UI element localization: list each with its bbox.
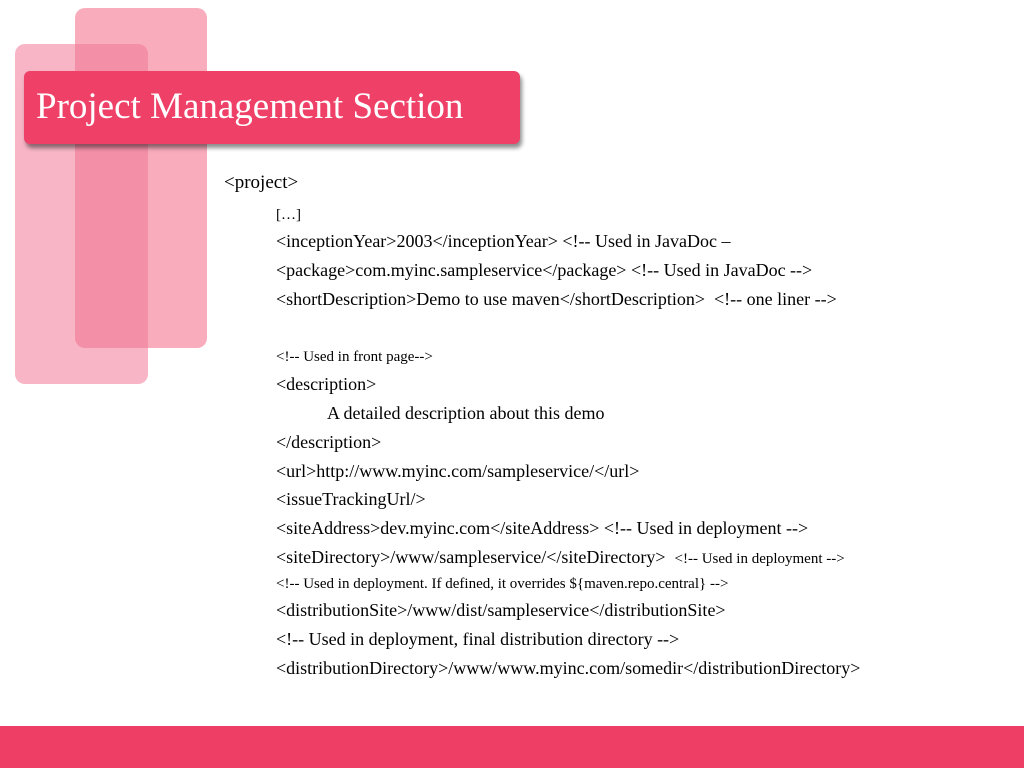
code-line-final-dir-comment: <!-- Used in deployment, final distribution directory --> bbox=[276, 629, 680, 649]
code-line-site-directory bbox=[276, 546, 845, 570]
bottom-bar bbox=[0, 726, 1024, 768]
code-line-overrides-comment: <!-- Used in deployment. If defined, it overrides ${maven.repo.central} --> bbox=[276, 576, 729, 592]
code-line-ellipsis: […] bbox=[276, 207, 301, 223]
code-line-site-address: <siteAddress>dev.myinc.com</siteAddress> <!-- Used in deployment --> bbox=[276, 518, 809, 538]
code-line-short-description: <shortDescription>Demo to use maven</shortDescription> <!-- one liner --> bbox=[276, 289, 837, 309]
site-directory-element: <siteDirectory>/www/sampleservice/</siteDirectory> bbox=[276, 547, 666, 567]
code-line-description-open: <description> bbox=[276, 374, 377, 394]
code-line-project-open: <project> bbox=[224, 172, 299, 193]
code-line-issue-tracking: <issueTrackingUrl/> bbox=[276, 489, 426, 509]
code-line-distribution-site: <distributionSite>/www/dist/sampleservice</distributionSite> bbox=[276, 600, 726, 620]
code-line-inception-year: <inceptionYear>2003</inceptionYear> <!-- Used in JavaDoc – bbox=[276, 231, 731, 251]
code-line-description-text: A detailed description about this demo bbox=[327, 403, 605, 423]
code-line-front-page-comment: <!-- Used in front page--> bbox=[276, 349, 433, 365]
code-line-distribution-directory: <distributionDirectory>/www/www.myinc.com/somedir</distributionDirectory> bbox=[276, 658, 861, 678]
title-bar bbox=[24, 71, 520, 144]
site-directory-comment: <!-- Used in deployment --> bbox=[674, 551, 845, 567]
code-line-url: <url>http://www.myinc.com/sampleservice/</url> bbox=[276, 461, 640, 481]
code-line-description-close: </description> bbox=[276, 432, 382, 452]
slide-title: Project Management Section bbox=[36, 86, 464, 127]
code-line-package: <package>com.myinc.sampleservice</package> <!-- Used in JavaDoc --> bbox=[276, 260, 813, 280]
